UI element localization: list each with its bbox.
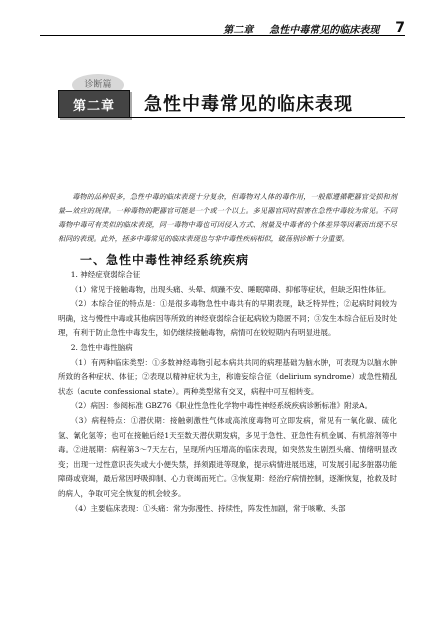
chapter-title-rule xyxy=(130,117,405,118)
chapter-decoration: 诊断篇 xyxy=(72,74,124,96)
page-number: 7 xyxy=(395,20,405,36)
body-paragraph: （4）主要临床表现：①头痛：常为弥漫性、持续性，阵发性加剧，常于咳嗽、头部 xyxy=(70,503,346,513)
body-paragraph: （1）常见于接触毒物，出现头痛、头晕、烦躁不安、睡眠障碍、抑郁等症状，但缺乏阳性体征。 xyxy=(70,284,391,294)
running-head-chapter: 第二章 xyxy=(223,24,254,36)
body-paragraph: （2）本综合征的特点是：①是很多毒物急性中毒共有的早期表现，缺乏特异性；②起病时间较为明确，这与慢性中毒或其他病因等所致的神经衰弱综合征起病较为隐匿不同；③发生本综合征后及时处理，有利于防止急性中毒发生，如仍继续接触毒物，病情可在较短期内有明显进展。 xyxy=(58,299,397,338)
section-heading: 一、急性中毒性神经系统疾病 xyxy=(80,253,250,267)
chapter-title: 急性中毒常见的临床表现 xyxy=(144,94,353,115)
chapter-label: 第二章 xyxy=(72,99,115,114)
body-paragraph: 1. 神经症衰弱综合征 xyxy=(70,270,141,279)
header-rule xyxy=(40,35,405,36)
running-head xyxy=(223,20,405,36)
body-paragraph: （1）有两种临床类型：①多数神经毒物引起本病共共同的病理基础为脑水肿，可表现为以脑水肿所致的各种症状、体征；②表现以精神症状为主，称谵妄综合征（delirium syndrome）或急性精乱状态（acute confessional state）。两种类型常有交叉，病程中可互相转变。 xyxy=(58,357,397,396)
body-paragraph: （3）病程特点：①潜伏期：接触刺激性气体或高浓度毒物可立即发病，常见有一氧化碳、硫化氢、氰化氢等；也可在接触后经1天至数天潜伏期发病，多见于急性、亚急性有机金属、有机溶剂等中毒。②进展期：病程第3～7天左右，呈现所内压增高的临床表现，如突然发生剧烈头痛、情绪明显改变；出现一过性意识丧失或大小便失禁，择须跟进等现象，提示病情进展迅速，可发展引起多脏器功能障碍或衰竭，最后常因呼吸抑制、心力衰竭而死亡。③恢复期：经治疗病情控制，逐渐恢复，抢救及时的病人，争取可完全恢复的机会较多。 xyxy=(58,415,397,498)
running-head-title: 急性中毒常见的临床表现 xyxy=(269,24,380,36)
chapter-label-box xyxy=(58,90,130,118)
body-paragraph: 2. 急性中毒性脑病 xyxy=(70,342,133,352)
chapter-intro: 毒物的品种很多，急性中毒的临床表现十分复杂，但毒物对人体的毒作用，一般都遵循靶器官受损和剂量—效应的规律。一种毒物的靶器官可能是一个或一个以上。多见器官同时损害在急性中毒较为常见。不同毒物中毒可有类似的临床表现，同一毒物中毒也可因侵入方式、剂量及中毒者的个体差异等因素而出现不尽相同的表现。此外，拯多中毒常见的临床表现也与非中毒性疾病相似，破荡别诊断十分重要。 xyxy=(58,192,397,244)
body-text xyxy=(58,268,397,516)
body-paragraph: （2）病因：参阅标准 GBZ76《职业性急性化学物中毒性神经系统疾病诊断标准》附录A。 xyxy=(70,401,373,411)
